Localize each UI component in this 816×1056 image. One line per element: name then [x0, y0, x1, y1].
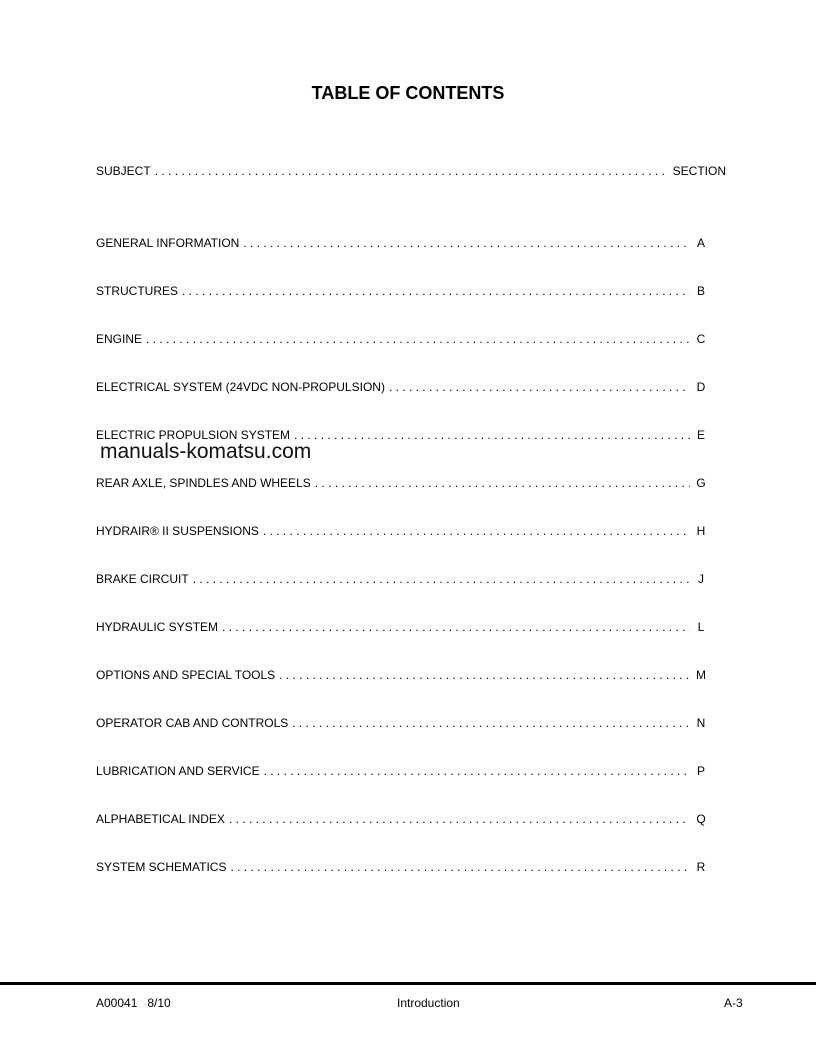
toc-entry[interactable] [96, 476, 708, 490]
toc-entry[interactable] [96, 380, 708, 394]
dot-leader [193, 572, 690, 586]
footer-doc-id: A00041 8/10 [96, 996, 171, 1010]
toc-entry-section: J [698, 572, 704, 586]
dot-leader [182, 284, 690, 298]
footer-rule [0, 982, 816, 985]
toc-entry-section: G [696, 476, 706, 490]
toc-entry[interactable] [96, 860, 708, 874]
toc-entry-section: H [696, 524, 706, 538]
toc-entry-label: OPERATOR CAB AND CONTROLS [96, 716, 289, 730]
toc-entry[interactable] [96, 764, 708, 778]
toc-entry-section: D [696, 380, 706, 394]
dot-leader [389, 380, 690, 394]
watermark: manuals-komatsu.com [100, 440, 312, 463]
footer-page-number: A-3 [724, 996, 743, 1010]
subject-header: SUBJECT [96, 164, 151, 178]
toc-entry-label: STRUCTURES [96, 284, 179, 298]
toc-entry-section: R [696, 860, 706, 874]
toc-entry[interactable] [96, 236, 708, 250]
section-header: SECTION [672, 164, 726, 178]
dot-leader [294, 428, 690, 442]
toc-entry[interactable] [96, 572, 708, 586]
toc-header-row [96, 164, 726, 178]
dot-leader [243, 236, 690, 250]
toc-entry-section: B [696, 284, 705, 298]
toc-entry-section: C [696, 332, 706, 346]
toc-entry-label: LUBRICATION AND SERVICE [96, 764, 260, 778]
toc-entry-section: Q [696, 812, 706, 826]
toc-entry-label: OPTIONS AND SPECIAL TOOLS [96, 668, 276, 682]
dot-leader [279, 668, 690, 682]
toc-entry-section: N [696, 716, 706, 730]
toc-entry-label: ENGINE [96, 332, 143, 346]
toc-entry-label: ELECTRIC PROPULSION SYSTEM [96, 428, 291, 442]
dot-leader [315, 476, 690, 490]
dot-leader [263, 524, 690, 538]
toc-entry[interactable] [96, 716, 708, 730]
toc-entry-section: L [697, 620, 705, 634]
toc-entry-section: E [696, 428, 705, 442]
footer-chapter: Introduction [397, 996, 460, 1010]
toc-entry-label: REAR AXLE, SPINDLES AND WHEELS [96, 476, 311, 490]
toc-entry-section: M [696, 668, 706, 682]
toc-entry-label: BRAKE CIRCUIT [96, 572, 189, 586]
dot-leader [155, 164, 669, 178]
toc-entry-label: ELECTRICAL SYSTEM (24VDC NON-PROPULSION) [96, 380, 385, 394]
toc-entry-label: GENERAL INFORMATION [96, 236, 240, 250]
toc-entry-label: SYSTEM SCHEMATICS [96, 860, 227, 874]
page-title: TABLE OF CONTENTS [311, 83, 505, 103]
toc-entry[interactable] [96, 332, 708, 346]
toc-entry[interactable] [96, 524, 708, 538]
toc-entry-section: P [696, 764, 705, 778]
dot-leader [230, 860, 690, 874]
toc-entry-label: HYDRAIR® II SUSPENSIONS [96, 524, 259, 538]
dot-leader [292, 716, 690, 730]
dot-leader [229, 812, 690, 826]
dot-leader [146, 332, 690, 346]
dot-leader [222, 620, 690, 634]
toc-entry-label: ALPHABETICAL INDEX [96, 812, 225, 826]
toc-entry[interactable] [96, 812, 708, 826]
toc-entry[interactable] [96, 620, 708, 634]
dot-leader [264, 764, 690, 778]
toc-entry[interactable] [96, 284, 708, 298]
toc-entry[interactable] [96, 668, 708, 682]
toc-entry-section: A [696, 236, 705, 250]
toc-entry-label: HYDRAULIC SYSTEM [96, 620, 219, 634]
